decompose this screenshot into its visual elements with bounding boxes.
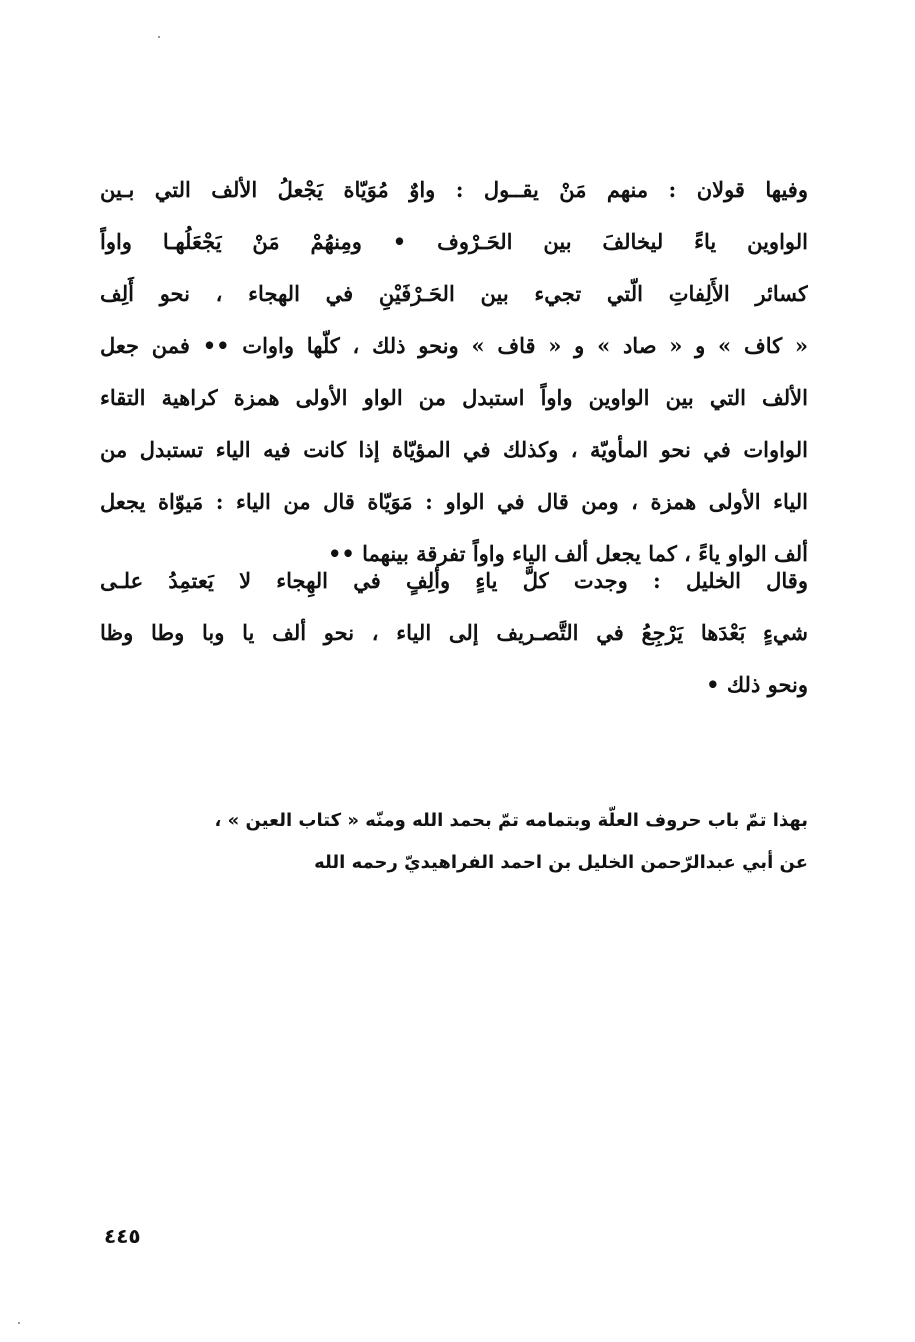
- colophon-line: بهذا تمّ باب حروف العلّة وبتمامه تمّ بحمد الله ومنّه « كتاب العين » ،: [214, 810, 808, 831]
- text-line: شيءٍ بَعْدَها يَرْجِعُ في التَّصـريف إلى الياء ، نحو ألف يا وبا وطا وظا: [100, 620, 808, 645]
- text-line: الألف التي بين الواوين واواً استبدل من الواو الأولى همزة كراهية التقاء: [100, 385, 808, 410]
- text-line: الواوات في نحو المأويّة ، وكذلك في المؤيّاة إذا كانت فيه الياء تستبدل من: [100, 437, 808, 462]
- text-line: وفيها قولان : منهم مَنْ يقــول : واوٌ مُوَيّاة يَجْعلُ الألف التي بـين: [100, 177, 808, 202]
- text-line: وقال الخليل : وجدت كلَّ ياءٍ وألِفٍ في الهِجاء لا يَعتمِدُ علـى: [100, 568, 808, 593]
- text-line: ألف الواو ياءً ، كما يجعل ألف الياء واواً تفرقة بينهما ••: [327, 541, 808, 566]
- text-line: « كاف » و « صاد » و « قاف » ونحو ذلك ، كلّها واوات •• فمن جعل: [100, 333, 808, 358]
- text-line: الواوين ياءً ليخالفَ بين الحَـرْوف • ومِنهُمْ مَنْ يَجْعَلُهـا واواً: [100, 229, 808, 254]
- page-number: ٤٤٥: [104, 1224, 141, 1248]
- paragraph-khalil: [100, 555, 808, 711]
- paragraph-main: [100, 164, 808, 580]
- colophon-line: عن أبي عبدالرّحمن الخليل بن احمد الفراهيديّ رحمه الله: [314, 852, 808, 873]
- print-speck: [18, 1322, 20, 1324]
- text-line: الياء الأولى همزة ، ومن قال في الواو : مَوَيّاة قال من الياء : مَيوّاة يجعل: [100, 489, 808, 514]
- colophon: [100, 800, 808, 884]
- print-speck: [158, 36, 160, 38]
- text-line: ونحو ذلك •: [706, 672, 808, 697]
- text-line: كسائر الأَلِفاتِ الّتي تجيء بين الحَـرْفَيْنِ في الهجاء ، نحو أَلِف: [100, 281, 808, 306]
